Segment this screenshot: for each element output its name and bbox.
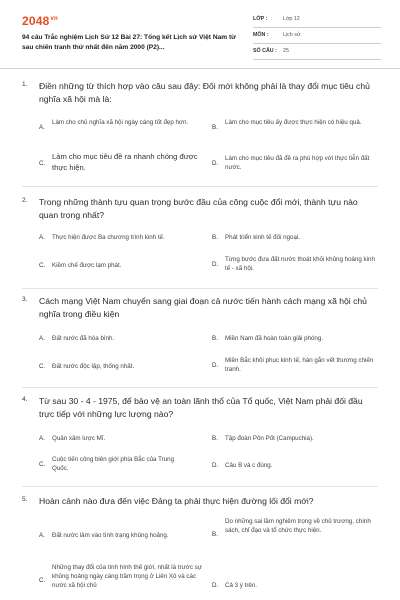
option-letter: C.: [39, 363, 46, 370]
question-number: 3.: [22, 296, 28, 303]
option-b[interactable]: [212, 517, 382, 549]
option-text: Từng bước đưa đất nước thoát khỏi khủng hoảng kinh tế - xã hội.: [225, 256, 375, 273]
option-text: Tập đoàn Pôn Pốt (Campuchia).: [225, 435, 314, 442]
option-text: Câu B và c đúng.: [225, 462, 273, 469]
question-number: 1.: [22, 81, 28, 88]
option-text: Những thay đổi của tình hình thế giới, nhất là trước sự khủng hoảng ngày càng trầm trọng ở Liên Xô và các nước xã hội chủ: [52, 564, 202, 590]
meta-label: MÔN :: [253, 32, 269, 38]
option-text: Kiềm chế được lạm phát.: [52, 262, 122, 269]
meta-label: LỚP :: [253, 16, 268, 22]
option-text: Đất nước lâm vào tình trạng khủng hoảng.: [52, 532, 169, 539]
option-letter: B.: [212, 335, 218, 342]
option-text: Đất nước độc lập, thống nhất.: [52, 363, 135, 370]
option-text: Làm cho mục tiêu đã đề ra phù hợp với thực tiễn đất nước.: [225, 155, 370, 172]
option-letter: A.: [39, 234, 45, 241]
option-letter: D.: [212, 462, 219, 469]
option-letter: A.: [39, 124, 45, 131]
meta-value: Lịch sử: [283, 32, 301, 38]
option-text: Miền Bắc khôi phục kinh tế, hàn gắn vết thương chiến tranh.: [225, 357, 374, 374]
option-b[interactable]: [212, 233, 382, 247]
option-letter: C.: [39, 577, 46, 584]
option-letter: D.: [212, 362, 219, 369]
option-letter: B.: [212, 124, 218, 131]
question-3: [22, 295, 382, 387]
option-b[interactable]: [212, 118, 382, 140]
question-stem: Cách mạng Việt Nam chuyển sang giai đoạn cả nước tiến hành cách mạng xã hội chủ nghĩa trong điều kiện: [39, 296, 367, 319]
option-letter: D.: [212, 160, 219, 167]
option-letter: B.: [212, 234, 218, 241]
question-number: 2.: [22, 197, 28, 204]
option-a[interactable]: [39, 118, 209, 140]
meta-row-grade: [253, 12, 381, 28]
option-a[interactable]: [39, 334, 209, 348]
question-stem: Từ sau 30 - 4 - 1975, để bảo vệ an toàn lãnh thổ của Tổ quốc, Việt Nam phải đối đầu trực tiếp với những lực lượng nào?: [39, 396, 363, 419]
option-c[interactable]: [39, 261, 209, 275]
option-a[interactable]: [39, 531, 209, 545]
option-text: Làm cho mục tiêu đề ra nhanh chóng được thực hiện.: [52, 152, 198, 172]
option-letter: D.: [212, 582, 219, 589]
option-a[interactable]: [39, 233, 209, 247]
option-c[interactable]: [39, 455, 209, 477]
option-text: Đất nước đã hòa bình.: [52, 335, 115, 342]
option-d[interactable]: [212, 356, 382, 378]
option-text: Miền Nam đã hoàn toàn giải phóng.: [225, 335, 324, 342]
question-separator: [22, 387, 378, 388]
question-separator: [22, 486, 378, 487]
option-c[interactable]: [39, 563, 209, 600]
option-letter: C.: [39, 461, 46, 468]
question-stem: Điền những từ thích hợp vào câu sau đây: Đối mới không phải là thay đổi mục tiêu chủ nghĩa xã hội mà là:: [39, 81, 370, 104]
option-text: Thực hiện được Ba chương trình kinh tế.: [52, 234, 165, 241]
option-d[interactable]: [212, 154, 382, 176]
question-number: 4.: [22, 396, 28, 403]
meta-row-count: [253, 44, 381, 60]
option-a[interactable]: [39, 434, 209, 448]
option-c[interactable]: [39, 152, 209, 176]
site-logo-suffix: vn: [50, 16, 58, 22]
option-d[interactable]: [212, 461, 382, 475]
option-letter: A.: [39, 435, 45, 442]
option-text: Quân xâm lược Mĩ.: [52, 435, 106, 442]
option-letter: D.: [212, 261, 219, 268]
option-letter: C.: [39, 160, 46, 167]
document-header: [0, 0, 400, 66]
option-text: Cả 3 ý trên.: [225, 582, 257, 589]
option-text: Phát triển kinh tế đối ngoại.: [225, 234, 300, 241]
meta-row-subject: [253, 28, 381, 44]
meta-table: [253, 12, 381, 60]
question-5: [22, 495, 382, 600]
option-letter: A.: [39, 335, 45, 342]
option-b[interactable]: [212, 334, 382, 348]
question-1: [22, 80, 382, 180]
option-letter: B.: [212, 531, 218, 538]
question-separator: [22, 288, 378, 289]
question-4: [22, 395, 382, 483]
meta-value: 25: [283, 48, 289, 54]
meta-label: SỐ CÂU :: [253, 48, 277, 54]
header-divider: [0, 68, 400, 69]
option-text: Cuộc tiến công biên giới phía Bắc của Trung Quốc.: [52, 456, 175, 473]
option-c[interactable]: [39, 362, 209, 376]
option-text: Làm cho mục tiêu ấy được thực hiện có hiệu quả.: [225, 119, 362, 126]
question-stem: Hoàn cảnh nào đưa đến việc Đảng ta phải thực hiện đường lối đổi mới?: [39, 496, 314, 506]
option-d[interactable]: [212, 255, 382, 277]
option-d[interactable]: [212, 581, 382, 595]
option-letter: B.: [212, 435, 218, 442]
meta-value: Lớp 12: [283, 16, 300, 22]
site-logo[interactable]: $2048^{vn}$: [22, 14, 58, 28]
document-title: 94 câu Trắc nghiệm Lịch Sử 12 Bài 27: Tổng kết Lịch sử Việt Nam từ sau chiến tranh thứ nhất đến năm 2000 (P2)...: [22, 34, 236, 51]
option-text: Do những sai lầm nghiêm trọng về chủ trương, chính sách, chỉ đạo và tổ chức thực hiện.: [225, 518, 371, 535]
question-separator: [22, 186, 378, 187]
option-letter: A.: [39, 532, 45, 539]
question-number: 5.: [22, 496, 28, 503]
option-b[interactable]: [212, 434, 382, 448]
option-text: Làm cho chủ nghĩa xã hội ngày càng tốt đẹp hơn.: [52, 119, 189, 126]
question-stem: Trong những thành tựu quan trọng bước đầu của công cuộc đổi mới, thành tựu nào quan trọng nhất?: [39, 197, 358, 220]
option-letter: C.: [39, 262, 46, 269]
question-2: [22, 196, 382, 288]
